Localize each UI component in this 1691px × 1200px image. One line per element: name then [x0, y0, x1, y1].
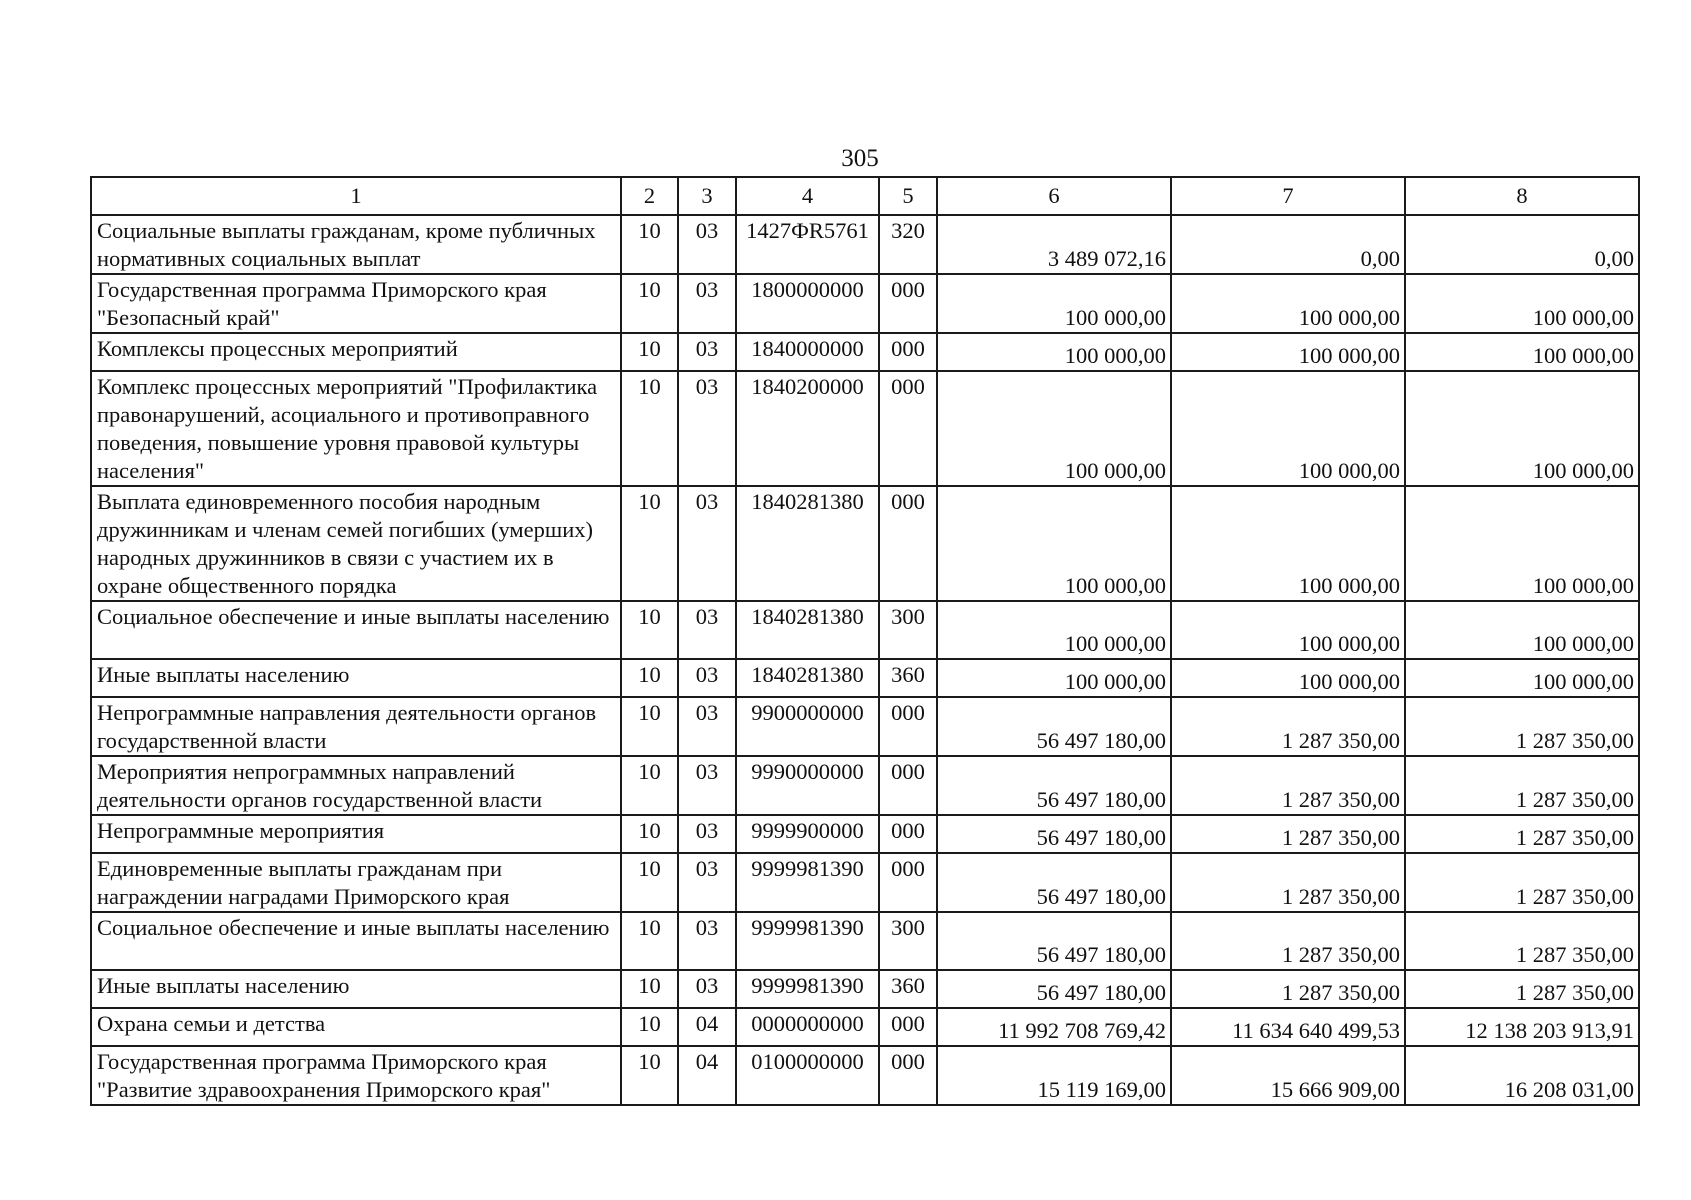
row-value-8: 1 287 350,00 [1405, 756, 1639, 815]
table-row [91, 659, 1639, 697]
row-code-5: 000 [879, 1046, 937, 1105]
row-code-5: 360 [879, 659, 937, 697]
row-code-4: 1840000000 [736, 333, 879, 371]
row-value-6: 100 000,00 [937, 371, 1171, 486]
row-value-6: 56 497 180,00 [937, 853, 1171, 912]
row-name: Иные выплаты населению [91, 970, 621, 1008]
row-code-4: 9990000000 [736, 756, 879, 815]
header-cell-4: 4 [736, 177, 879, 215]
header-cell-5: 5 [879, 177, 937, 215]
row-value-7: 100 000,00 [1171, 601, 1405, 659]
row-code-4: 0000000000 [736, 1008, 879, 1046]
row-value-8: 1 287 350,00 [1405, 815, 1639, 853]
row-code-2: 10 [621, 815, 678, 853]
row-code-2: 10 [621, 697, 678, 756]
row-value-7: 1 287 350,00 [1171, 697, 1405, 756]
row-code-2: 10 [621, 215, 678, 274]
row-value-7: 1 287 350,00 [1171, 912, 1405, 970]
row-code-3: 03 [678, 371, 736, 486]
row-value-6: 56 497 180,00 [937, 815, 1171, 853]
row-value-7: 1 287 350,00 [1171, 970, 1405, 1008]
row-name: Социальные выплаты гражданам, кроме публичных нормативных социальных выплат [91, 215, 621, 274]
row-name: Социальное обеспечение и иные выплаты населению [91, 912, 621, 970]
row-code-5: 000 [879, 853, 937, 912]
table-row [91, 274, 1639, 333]
row-code-2: 10 [621, 274, 678, 333]
table-row [91, 970, 1639, 1008]
row-code-5: 000 [879, 815, 937, 853]
row-value-8: 100 000,00 [1405, 659, 1639, 697]
header-cell-7: 7 [1171, 177, 1405, 215]
row-code-4: 9999900000 [736, 815, 879, 853]
row-value-8: 100 000,00 [1405, 333, 1639, 371]
row-name: Иные выплаты населению [91, 659, 621, 697]
row-code-3: 03 [678, 756, 736, 815]
row-value-7: 15 666 909,00 [1171, 1046, 1405, 1105]
table-row [91, 215, 1639, 274]
row-code-3: 03 [678, 912, 736, 970]
row-code-4: 9999981390 [736, 970, 879, 1008]
row-value-6: 56 497 180,00 [937, 697, 1171, 756]
header-cell-3: 3 [678, 177, 736, 215]
row-value-8: 100 000,00 [1405, 274, 1639, 333]
row-name: Непрограммные направления деятельности органов государственной власти [91, 697, 621, 756]
row-name: Государственная программа Приморского края "Безопасный край" [91, 274, 621, 333]
row-code-4: 9999981390 [736, 912, 879, 970]
row-value-7: 1 287 350,00 [1171, 815, 1405, 853]
table-row [91, 333, 1639, 371]
row-value-7: 1 287 350,00 [1171, 853, 1405, 912]
row-code-3: 04 [678, 1046, 736, 1105]
row-code-3: 03 [678, 853, 736, 912]
row-code-3: 03 [678, 697, 736, 756]
row-code-4: 1840281380 [736, 486, 879, 601]
row-code-5: 300 [879, 601, 937, 659]
header-cell-2: 2 [621, 177, 678, 215]
header-cell-8: 8 [1405, 177, 1639, 215]
row-value-8: 1 287 350,00 [1405, 853, 1639, 912]
row-code-5: 300 [879, 912, 937, 970]
row-name: Комплексы процессных мероприятий [91, 333, 621, 371]
row-code-3: 03 [678, 274, 736, 333]
row-value-8: 100 000,00 [1405, 371, 1639, 486]
row-code-2: 10 [621, 756, 678, 815]
row-code-4: 9900000000 [736, 697, 879, 756]
row-code-2: 10 [621, 333, 678, 371]
row-value-6: 56 497 180,00 [937, 970, 1171, 1008]
row-code-3: 03 [678, 486, 736, 601]
row-code-3: 04 [678, 1008, 736, 1046]
table-row [91, 1046, 1639, 1105]
page-number: 305 [841, 145, 879, 172]
row-code-2: 10 [621, 371, 678, 486]
row-code-5: 000 [879, 274, 937, 333]
row-code-2: 10 [621, 970, 678, 1008]
row-code-4: 1840200000 [736, 371, 879, 486]
row-value-8: 12 138 203 913,91 [1405, 1008, 1639, 1046]
table-row [91, 756, 1639, 815]
row-code-4: 9999981390 [736, 853, 879, 912]
row-code-2: 10 [621, 1008, 678, 1046]
row-code-2: 10 [621, 912, 678, 970]
row-value-7: 0,00 [1171, 215, 1405, 274]
row-code-2: 10 [621, 601, 678, 659]
row-code-3: 03 [678, 815, 736, 853]
budget-table [90, 176, 1640, 1106]
row-value-7: 100 000,00 [1171, 659, 1405, 697]
row-code-5: 000 [879, 756, 937, 815]
row-name: Непрограммные мероприятия [91, 815, 621, 853]
table-row [91, 853, 1639, 912]
row-code-5: 000 [879, 486, 937, 601]
row-value-6: 100 000,00 [937, 601, 1171, 659]
row-code-2: 10 [621, 486, 678, 601]
row-value-8: 0,00 [1405, 215, 1639, 274]
row-code-4: 1427ФR5761 [736, 215, 879, 274]
row-code-5: 320 [879, 215, 937, 274]
row-name: Социальное обеспечение и иные выплаты населению [91, 601, 621, 659]
row-code-3: 03 [678, 333, 736, 371]
row-value-6: 100 000,00 [937, 486, 1171, 601]
row-value-8: 1 287 350,00 [1405, 912, 1639, 970]
row-value-6: 56 497 180,00 [937, 912, 1171, 970]
row-code-3: 03 [678, 215, 736, 274]
row-name: Мероприятия непрограммных направлений деятельности органов государственной власти [91, 756, 621, 815]
table-row [91, 815, 1639, 853]
row-code-5: 360 [879, 970, 937, 1008]
row-value-6: 100 000,00 [937, 274, 1171, 333]
row-code-2: 10 [621, 853, 678, 912]
header-row [91, 177, 1639, 215]
row-name: Охрана семьи и детства [91, 1008, 621, 1046]
row-code-4: 0100000000 [736, 1046, 879, 1105]
table-row [91, 1008, 1639, 1046]
row-value-6: 56 497 180,00 [937, 756, 1171, 815]
row-name: Комплекс процессных мероприятий "Профилактика правонарушений, асоциального и противоправного поведения, повышение уровня правовой культуры населения" [91, 371, 621, 486]
row-code-4: 1840281380 [736, 601, 879, 659]
row-value-6: 15 119 169,00 [937, 1046, 1171, 1105]
row-name: Государственная программа Приморского края "Развитие здравоохранения Приморского края" [91, 1046, 621, 1105]
row-value-7: 11 634 640 499,53 [1171, 1008, 1405, 1046]
row-value-8: 100 000,00 [1405, 601, 1639, 659]
row-value-8: 100 000,00 [1405, 486, 1639, 601]
table-row [91, 371, 1639, 486]
row-value-6: 3 489 072,16 [937, 215, 1171, 274]
row-value-6: 100 000,00 [937, 333, 1171, 371]
table-row [91, 486, 1639, 601]
table-row [91, 912, 1639, 970]
row-value-7: 100 000,00 [1171, 371, 1405, 486]
row-code-5: 000 [879, 333, 937, 371]
row-value-7: 100 000,00 [1171, 333, 1405, 371]
row-code-2: 10 [621, 659, 678, 697]
row-value-7: 1 287 350,00 [1171, 756, 1405, 815]
row-value-6: 100 000,00 [937, 659, 1171, 697]
row-code-5: 000 [879, 697, 937, 756]
header-cell-1: 1 [91, 177, 621, 215]
row-code-3: 03 [678, 970, 736, 1008]
row-code-3: 03 [678, 601, 736, 659]
row-code-4: 1800000000 [736, 274, 879, 333]
row-code-4: 1840281380 [736, 659, 879, 697]
table-row [91, 601, 1639, 659]
table-row [91, 697, 1639, 756]
row-value-7: 100 000,00 [1171, 274, 1405, 333]
row-name: Единовременные выплаты гражданам при награждении наградами Приморского края [91, 853, 621, 912]
row-value-7: 100 000,00 [1171, 486, 1405, 601]
row-value-8: 16 208 031,00 [1405, 1046, 1639, 1105]
row-value-8: 1 287 350,00 [1405, 970, 1639, 1008]
row-value-8: 1 287 350,00 [1405, 697, 1639, 756]
row-code-3: 03 [678, 659, 736, 697]
row-code-5: 000 [879, 1008, 937, 1046]
row-code-2: 10 [621, 1046, 678, 1105]
row-code-5: 000 [879, 371, 937, 486]
header-cell-6: 6 [937, 177, 1171, 215]
row-name: Выплата единовременного пособия народным дружинникам и членам семей погибших (умерших) народных дружинников в связи с участием их в охране общественного порядка [91, 486, 621, 601]
row-value-6: 11 992 708 769,42 [937, 1008, 1171, 1046]
